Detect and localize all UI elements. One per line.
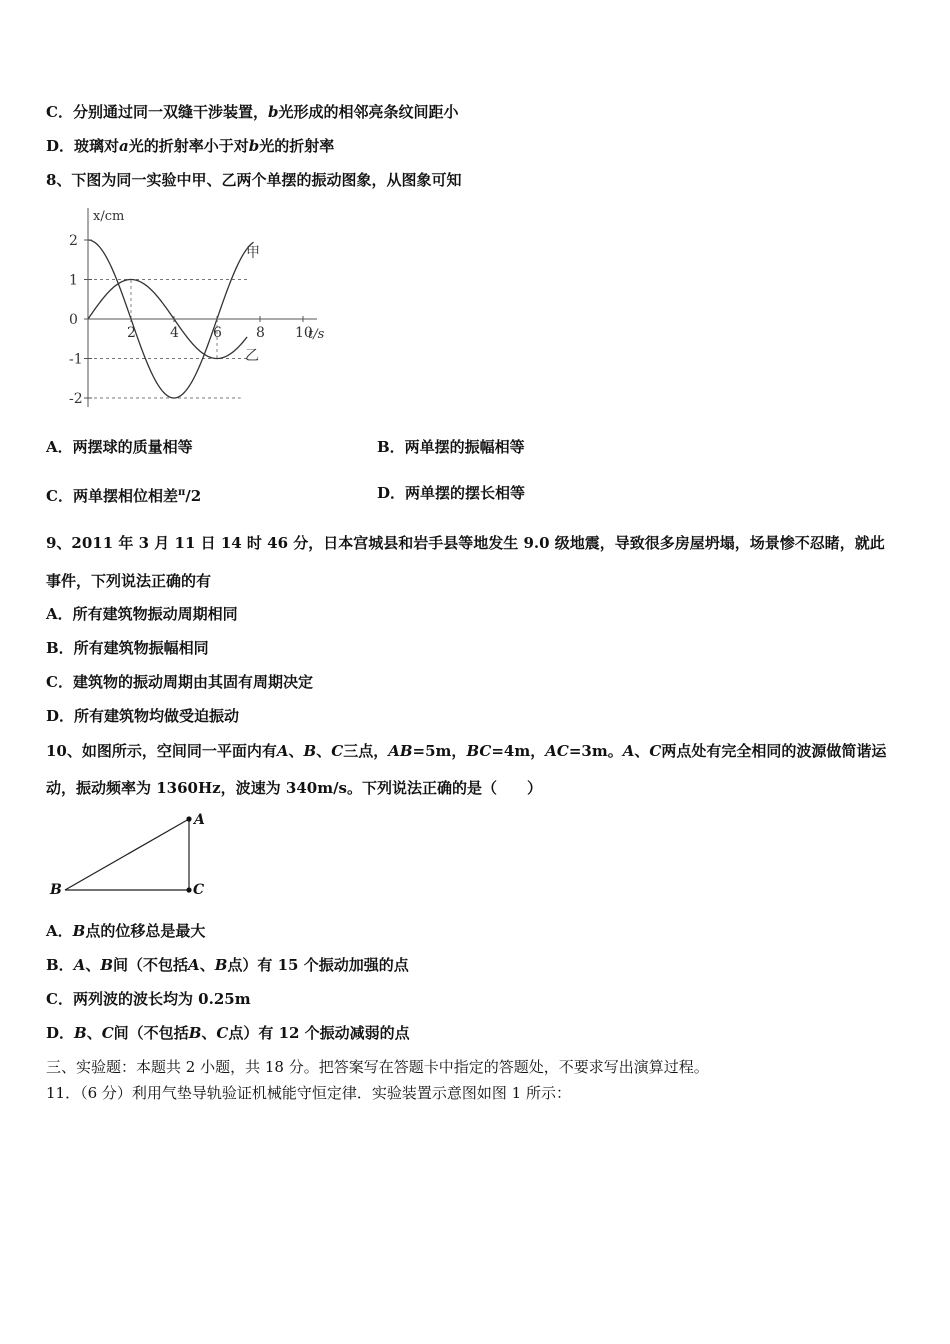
option-7d-post: 光的折射率 [259, 137, 335, 155]
option-8b: B．两单摆的振幅相等 [377, 438, 525, 456]
point-a-dot [186, 816, 191, 821]
var-b: b [248, 137, 260, 155]
x-tick-label-8: 8 [256, 325, 265, 341]
option-9a: A．所有建筑物振动周期相同 [46, 605, 238, 623]
option-text: 间（不包括 [113, 956, 189, 974]
separator: 、 [316, 742, 332, 760]
point-b: B [100, 956, 114, 974]
option-9d: D．所有建筑物均做受迫振动 [46, 707, 240, 725]
stem-text: 两点处有完全相同的波源做简谐运 [661, 742, 887, 760]
option-letter: D． [46, 1024, 75, 1042]
separator: 、 [288, 742, 304, 760]
y-tick-label-2: 2 [69, 233, 78, 249]
stem-text: =3m。 [568, 742, 623, 760]
segment-ac: AC [545, 742, 569, 760]
point-c: C [649, 742, 662, 760]
separator: 、 [199, 956, 215, 974]
section-3-title: 三、实验题：本题共 2 小题，共 18 分。把答案写在答题卡中指定的答题处，不要求写出演算过程。 [46, 1058, 709, 1076]
x-axis-label: t/s [308, 327, 325, 342]
option-7d-pre: D．玻璃对 [46, 137, 120, 155]
triangle-figure [44, 810, 214, 905]
point-a: A [276, 742, 289, 760]
point-a: A [73, 956, 86, 974]
x-tick-label-2: 2 [127, 325, 136, 341]
option-text: 点）有 15 个振动加强的点 [227, 956, 409, 974]
option-text: 点的位移总是最大 [85, 922, 206, 940]
y-axis-label: x/cm [93, 209, 125, 224]
y-tick-label--2: -2 [69, 391, 83, 407]
var-a: a [119, 137, 129, 155]
segment-ab-line [65, 819, 189, 890]
stem-text: =5m， [412, 742, 467, 760]
point-a: A [188, 956, 200, 974]
option-8c-pre: C．两单摆相位相差 [46, 487, 178, 505]
option-letter: B． [46, 956, 74, 974]
curve-label-jia: 甲 [246, 245, 260, 261]
option-8a: A．两摆球的质量相等 [46, 438, 193, 456]
point-b: B [303, 742, 317, 760]
question-11-stem: 11．（6 分）利用气垫导轨验证机械能守恒定律．实验装置示意图如图 1 所示： [46, 1084, 571, 1102]
option-text: 点）有 12 个振动减弱的点 [228, 1024, 410, 1042]
y-tick-label-1: 1 [69, 272, 78, 289]
option-letter: A． [46, 922, 73, 940]
curve-label-yi: 乙 [245, 348, 259, 364]
question-9-stem-line2: 事件，下列说法正确的有 [46, 572, 212, 590]
option-8c-post: /2 [185, 487, 202, 505]
option-9c: C．建筑物的振动周期由其固有周期决定 [46, 673, 313, 691]
y-tick-label--1: -1 [69, 351, 83, 368]
x-tick-label-6: 6 [213, 325, 222, 341]
option-10b [46, 955, 409, 975]
point-b: B [214, 956, 228, 974]
option-7c-pre: C．分别通过同一双缝干涉装置， [46, 103, 268, 121]
separator: 、 [86, 1024, 102, 1042]
stem-text: 三点， [343, 742, 389, 760]
option-7d-mid: 光的折射率小于对 [128, 137, 249, 155]
question-10-stem-line2: 动，振动频率为 1360Hz，波速为 340m/s。下列说法正确的是（ ） [46, 779, 542, 797]
x-tick-label-10: 10 [295, 325, 313, 341]
option-8d: D．两单摆的摆长相等 [377, 484, 526, 502]
question-10-stem-line1 [46, 741, 886, 761]
y-tick-label-0: 0 [69, 312, 78, 328]
point-a: A [622, 742, 635, 760]
oscillation-chart [55, 200, 345, 415]
stem-text: =4m， [491, 742, 546, 760]
option-7d [46, 136, 334, 156]
option-7c-post: 光形成的相邻亮条纹间距小 [278, 103, 459, 121]
separator: 、 [201, 1024, 217, 1042]
label-a: A [194, 812, 205, 828]
label-b: B [50, 882, 62, 898]
var-b: b [267, 103, 279, 121]
stem-text: 10、如图所示，空间同一平面内有 [46, 742, 277, 760]
point-c-dot [186, 887, 191, 892]
option-8c [46, 483, 201, 506]
option-10c: C．两列波的波长均为 0.25m [46, 990, 251, 1008]
option-9b: B．所有建筑物振幅相同 [46, 639, 209, 657]
label-c: C [193, 882, 205, 898]
question-8-stem: 8、下图为同一实验中甲、乙两个单摆的振动图象，从图象可知 [46, 171, 462, 189]
point-b: B [72, 922, 86, 940]
separator: 、 [634, 742, 650, 760]
point-b: B [188, 1024, 202, 1042]
option-10a [46, 921, 205, 941]
x-tick-label-4: 4 [170, 325, 179, 341]
segment-ab: AB [388, 742, 413, 760]
separator: 、 [85, 956, 101, 974]
pi-symbol: π [177, 487, 186, 498]
point-c: C [331, 742, 344, 760]
question-9-stem-line1: 9、2011 年 3 月 11 日 14 时 46 分，日本宫城县和岩手县等地发生 9.0 级地震，导致很多房屋坍塌，场景惨不忍睹，就此 [46, 534, 885, 552]
option-text: 间（不包括 [113, 1024, 189, 1042]
point-c: C [101, 1024, 114, 1042]
option-7c [46, 102, 458, 122]
point-c: C [216, 1024, 229, 1042]
option-10d [46, 1023, 410, 1043]
segment-bc: BC [466, 742, 492, 760]
point-b: B [74, 1024, 87, 1042]
